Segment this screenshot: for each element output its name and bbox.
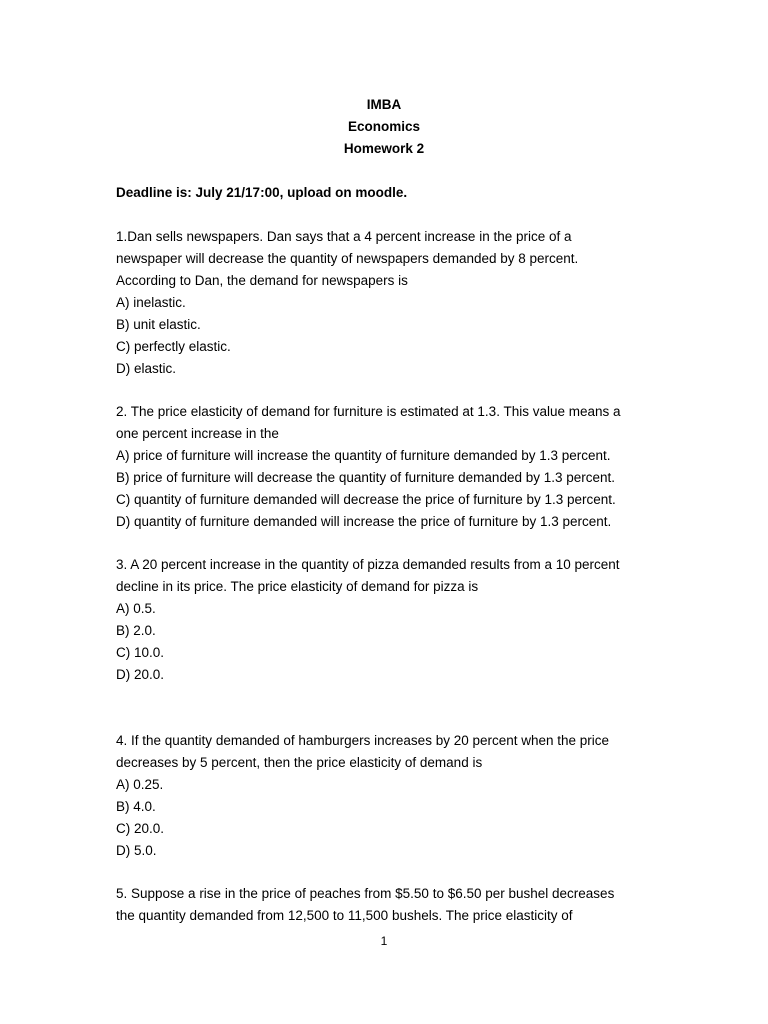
question-text-line: newspaper will decrease the quantity of newspapers demanded by 8 percent. xyxy=(116,251,579,266)
question-1 xyxy=(116,226,656,380)
question-text-line: According to Dan, the demand for newspapers is xyxy=(116,273,408,288)
answer-option-a: A) 0.25. xyxy=(116,777,164,792)
answer-option-d: D) elastic. xyxy=(116,361,177,376)
deadline-notice: Deadline is: July 21/17:00, upload on moodle. xyxy=(116,185,408,200)
question-text-line: the quantity demanded from 12,500 to 11,500 bushels. The price elasticity of xyxy=(116,908,573,923)
question-text-line: 4. If the quantity demanded of hamburgers increases by 20 percent when the price xyxy=(116,733,610,748)
question-text-line: 3. A 20 percent increase in the quantity of pizza demanded results from a 10 percent xyxy=(116,557,620,572)
page-number: 1 xyxy=(380,934,388,948)
answer-option-b: B) price of furniture will decrease the quantity of furniture demanded by 1.3 percent. xyxy=(116,470,616,485)
header-course: Economics xyxy=(347,119,421,134)
question-text-line: decline in its price. The price elasticity of demand for pizza is xyxy=(116,579,479,594)
question-5 xyxy=(116,883,656,927)
document-header xyxy=(0,94,768,160)
question-2 xyxy=(116,401,656,533)
question-text-line: decreases by 5 percent, then the price elasticity of demand is xyxy=(116,755,483,770)
question-text-line: 5. Suppose a rise in the price of peaches from $5.50 to $6.50 per bushel decreases xyxy=(116,886,615,901)
answer-option-b: B) unit elastic. xyxy=(116,317,201,332)
header-program: IMBA xyxy=(366,97,402,112)
answer-option-d: D) 20.0. xyxy=(116,667,165,682)
answer-option-d: D) 5.0. xyxy=(116,843,157,858)
question-text-line: 2. The price elasticity of demand for furniture is estimated at 1.3. This value means a xyxy=(116,404,621,419)
answer-option-c: C) perfectly elastic. xyxy=(116,339,231,354)
answer-option-d: D) quantity of furniture demanded will increase the price of furniture by 1.3 percent. xyxy=(116,514,612,529)
header-assignment: Homework 2 xyxy=(343,141,425,156)
answer-option-b: B) 2.0. xyxy=(116,623,156,638)
answer-option-c: C) 10.0. xyxy=(116,645,165,660)
answer-option-b: B) 4.0. xyxy=(116,799,156,814)
question-text-line: one percent increase in the xyxy=(116,426,279,441)
question-3 xyxy=(116,554,656,686)
answer-option-a: A) inelastic. xyxy=(116,295,186,310)
answer-option-a: A) 0.5. xyxy=(116,601,156,616)
answer-option-a: A) price of furniture will increase the quantity of furniture demanded by 1.3 percent. xyxy=(116,448,611,463)
question-4 xyxy=(116,730,656,862)
answer-option-c: C) quantity of furniture demanded will decrease the price of furniture by 1.3 percent. xyxy=(116,492,616,507)
answer-option-c: C) 20.0. xyxy=(116,821,165,836)
question-text-line: 1.Dan sells newspapers. Dan says that a 4 percent increase in the price of a xyxy=(116,229,572,244)
